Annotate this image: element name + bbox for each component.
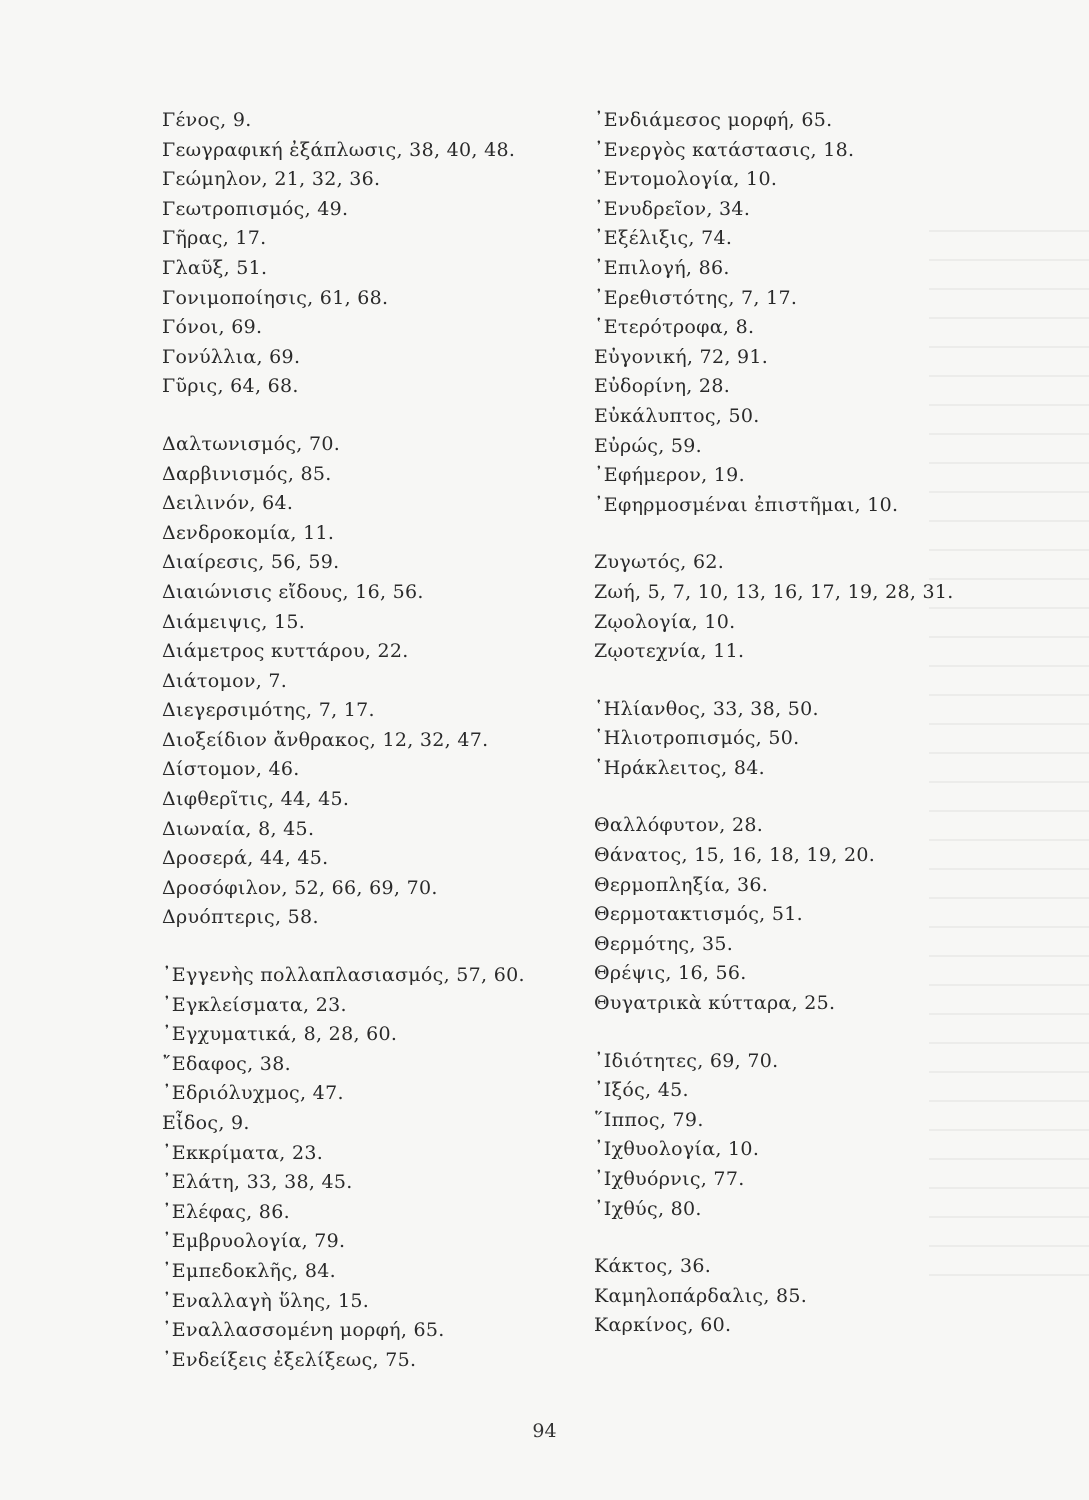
index-entry: ᾿Ιχθύς, 80. bbox=[594, 1197, 702, 1220]
index-entry: Διοξείδιον ἄνθρακος, 12, 32, 47. bbox=[162, 728, 489, 751]
index-entry: ᾿Ιχθυόρνις, 77. bbox=[594, 1168, 745, 1190]
index-entry: Δρυόπτερις, 58. bbox=[162, 906, 319, 929]
index-entry: Διάμετρος κυττάρου, 22. bbox=[162, 640, 409, 663]
index-entry: ᾿Ελέφας, 86. bbox=[162, 1200, 290, 1223]
index-entry: Ζῳολογία, 10. bbox=[594, 610, 736, 633]
index-entry: Δίστομον, 46. bbox=[162, 758, 300, 781]
index-entry: Γονιμοποίησις, 61, 68. bbox=[162, 286, 389, 309]
index-entry: ᾿Εμπεδοκλῆς, 84. bbox=[162, 1259, 336, 1282]
index-entry: ᾿Ερεθιστότης, 7, 17. bbox=[594, 286, 798, 309]
index-entry: Ζῳοτεχνία, 11. bbox=[594, 640, 745, 663]
index-entry: Διαίρεσις, 56, 59. bbox=[162, 551, 340, 574]
index-entry: ῾Ηλιοτροπισμός, 50. bbox=[594, 727, 800, 750]
index-entry: ᾿Εντομολογία, 10. bbox=[594, 168, 778, 191]
index-entry: ῎Εδαφος, 38. bbox=[162, 1052, 291, 1075]
index-entry: ῾Ηράκλειτος, 84. bbox=[594, 756, 765, 779]
index-group-gamma bbox=[162, 106, 582, 402]
index-entry: ᾿Εγκλείσματα, 23. bbox=[162, 993, 347, 1016]
index-entry: Δειλινόν, 64. bbox=[162, 492, 294, 515]
index-entry: Θερμοπληξία, 36. bbox=[594, 873, 769, 896]
index-entry: Ζωή, 5, 7, 10, 13, 16, 17, 19, 28, 31. bbox=[594, 580, 954, 603]
index-column-right bbox=[594, 106, 1034, 1369]
index-entry: ᾿Ενυδρεῖον, 34. bbox=[594, 197, 751, 220]
index-entry: ᾿Εναλλασσομένη μορφή, 65. bbox=[162, 1319, 445, 1342]
index-entry: Διωναία, 8, 45. bbox=[162, 817, 315, 840]
index-entry: ᾿Εφήμερον, 19. bbox=[594, 464, 745, 487]
index-entry: ᾿Εγγενὴς πολλαπλασιασμός, 57, 60. bbox=[162, 964, 525, 987]
index-entry: ᾿Ιξός, 45. bbox=[594, 1079, 689, 1102]
index-entry: Γόνοι, 69. bbox=[162, 316, 263, 339]
index-entry: Θερμότης, 35. bbox=[594, 932, 734, 955]
index-entry: Γεωγραφική ἐξάπλωσις, 38, 40, 48. bbox=[162, 138, 516, 161]
index-entry: Εὐδορίνη, 28. bbox=[594, 375, 731, 398]
index-entry: ῞Ιππος, 79. bbox=[594, 1108, 704, 1131]
index-column-left bbox=[162, 106, 582, 1403]
index-entry: ᾿Ενδείξεις ἐξελίξεως, 75. bbox=[162, 1348, 417, 1371]
index-entry: Θάνατος, 15, 16, 18, 19, 20. bbox=[594, 844, 876, 867]
index-group-kappa bbox=[594, 1252, 1034, 1341]
index-entry: Θρέψις, 16, 56. bbox=[594, 962, 747, 985]
index-group-delta bbox=[162, 430, 582, 933]
index-entry: Γεωτροπισμός, 49. bbox=[162, 197, 349, 220]
index-entry: Δαλτωνισμός, 70. bbox=[162, 432, 341, 455]
index-entry: Εὐγονική, 72, 91. bbox=[594, 345, 769, 368]
page-number: 94 bbox=[532, 1420, 557, 1442]
index-entry: ᾿Ελάτη, 33, 38, 45. bbox=[162, 1171, 353, 1194]
index-entry: Διφθερῖτις, 44, 45. bbox=[162, 788, 350, 811]
index-entry: ᾿Εδριόλυχμος, 47. bbox=[162, 1082, 344, 1105]
index-entry: ᾿Εμβρυολογία, 79. bbox=[162, 1230, 346, 1253]
index-entry: Γῦρις, 64, 68. bbox=[162, 375, 299, 398]
index-entry: Διάτομον, 7. bbox=[162, 669, 288, 692]
index-entry: ᾿Εξέλιξις, 74. bbox=[594, 227, 733, 250]
index-entry: ῾Ετερότροφα, 8. bbox=[594, 316, 755, 339]
index-entry: ᾿Εναλλαγὴ ὕλης, 15. bbox=[162, 1289, 370, 1312]
index-entry: Δροσόφιλον, 52, 66, 69, 70. bbox=[162, 876, 438, 899]
index-entry: Διεγερσιμότης, 7, 17. bbox=[162, 699, 375, 722]
index-entry: Δενδροκομία, 11. bbox=[162, 521, 335, 544]
index-entry: Γλαῦξ, 51. bbox=[162, 256, 268, 279]
index-entry: Διαιώνισις εἴδους, 16, 56. bbox=[162, 580, 424, 603]
index-entry: ῾Ηλίανθος, 33, 38, 50. bbox=[594, 697, 819, 720]
index-entry: Γῆρας, 17. bbox=[162, 227, 267, 250]
index-entry: Θερμοτακτισμός, 51. bbox=[594, 903, 803, 926]
index-entry: ᾿Ιδιότητες, 69, 70. bbox=[594, 1049, 779, 1072]
index-entry: Γονύλλια, 69. bbox=[162, 345, 301, 368]
index-entry: Δροσερά, 44, 45. bbox=[162, 847, 329, 870]
index-entry: Γένος, 9. bbox=[162, 109, 252, 131]
index-entry: Εὐρώς, 59. bbox=[594, 434, 703, 457]
index-group-theta bbox=[594, 811, 1034, 1018]
index-group-epsilon-cont bbox=[594, 106, 1034, 520]
index-entry: Καρκίνος, 60. bbox=[594, 1314, 732, 1337]
index-entry: Γεώμηλον, 21, 32, 36. bbox=[162, 168, 381, 191]
index-group-iota bbox=[594, 1047, 1034, 1225]
index-entry: ᾿Ιχθυολογία, 10. bbox=[594, 1138, 760, 1161]
index-entry: Κάκτος, 36. bbox=[594, 1255, 712, 1278]
index-entry: Θαλλόφυτον, 28. bbox=[594, 814, 764, 837]
index-entry: Δαρβινισμός, 85. bbox=[162, 462, 332, 485]
index-entry: Εὐκάλυπτος, 50. bbox=[594, 404, 760, 427]
index-entry: Διάμειψις, 15. bbox=[162, 610, 306, 633]
index-group-eta bbox=[594, 695, 1034, 784]
index-entry: ᾿Ενεργὸς κατάστασις, 18. bbox=[594, 138, 855, 161]
index-entry: Ζυγωτός, 62. bbox=[594, 551, 725, 574]
index-entry: ᾿Εγχυματικά, 8, 28, 60. bbox=[162, 1023, 398, 1046]
index-entry: Καμηλοπάρδαλις, 85. bbox=[594, 1284, 808, 1307]
index-entry: ᾿Ενδιάμεσος μορφή, 65. bbox=[594, 109, 833, 131]
index-entry: ᾿Εφηρμοσμέναι ἐπιστῆμαι, 10. bbox=[594, 493, 899, 516]
index-entry: ᾿Επιλογή, 86. bbox=[594, 256, 730, 279]
index-group-epsilon bbox=[162, 961, 582, 1375]
index-group-zeta bbox=[594, 548, 1034, 666]
index-entry: Θυγατρικὰ κύτταρα, 25. bbox=[594, 992, 836, 1015]
index-entry: ᾿Εκκρίματα, 23. bbox=[162, 1141, 324, 1164]
index-entry: Εἶδος, 9. bbox=[162, 1112, 250, 1134]
